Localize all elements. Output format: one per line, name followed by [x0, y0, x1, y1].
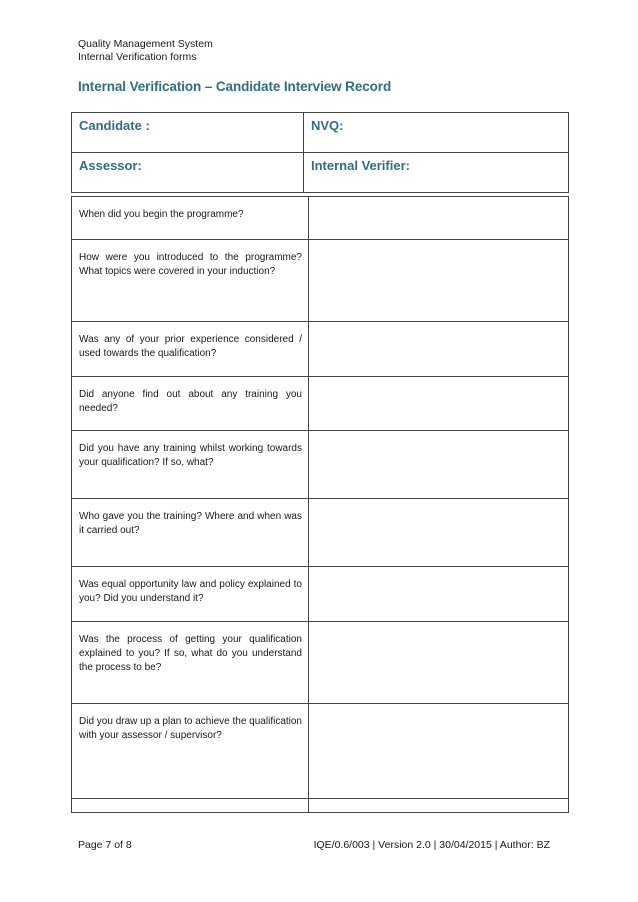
nvq-label: NVQ: [304, 113, 569, 153]
question-cell: Who gave you the training? Where and when was it carried out? [72, 499, 309, 567]
assessor-label: Assessor: [72, 153, 304, 193]
header-form-category: Internal Verification forms [78, 51, 197, 63]
answer-cell[interactable] [309, 622, 569, 704]
question-cell: Did you have any training whilst working towards your qualification? If so, what? [72, 431, 309, 499]
answer-cell[interactable] [309, 431, 569, 499]
answer-cell[interactable] [309, 377, 569, 431]
question-cell: How were you introduced to the programme? What topics were covered in your induction? [72, 240, 309, 322]
question-cell: Was the process of getting your qualification explained to you? If so, what do you understand the process to be? [72, 622, 309, 704]
candidate-info-table [71, 112, 569, 193]
document-reference: IQE/0.6/003 | Version 2.0 | 30/04/2015 | Author: BZ [313, 839, 550, 851]
answer-cell[interactable] [309, 799, 569, 813]
internal-verifier-label: Internal Verifier: [304, 153, 569, 193]
interview-questions-table [71, 196, 569, 813]
form-title: Internal Verification – Candidate Interview Record [78, 79, 392, 94]
answer-cell[interactable] [309, 197, 569, 240]
question-cell: Was equal opportunity law and policy explained to you? Did you understand it? [72, 567, 309, 622]
question-cell: When did you begin the programme? [72, 197, 309, 240]
question-cell: Did anyone find out about any training you needed? [72, 377, 309, 431]
page-number: Page 7 of 8 [78, 839, 132, 851]
answer-cell[interactable] [309, 322, 569, 377]
question-cell: Did you draw up a plan to achieve the qualification with your assessor / supervisor? [72, 704, 309, 799]
answer-cell[interactable] [309, 704, 569, 799]
answer-cell[interactable] [309, 567, 569, 622]
answer-cell[interactable] [309, 499, 569, 567]
candidate-label: Candidate : [72, 113, 304, 153]
header-system-name: Quality Management System [78, 38, 213, 50]
question-cell: Was any of your prior experience considered / used towards the qualification? [72, 322, 309, 377]
answer-cell[interactable] [309, 240, 569, 322]
empty-cell [72, 799, 309, 813]
